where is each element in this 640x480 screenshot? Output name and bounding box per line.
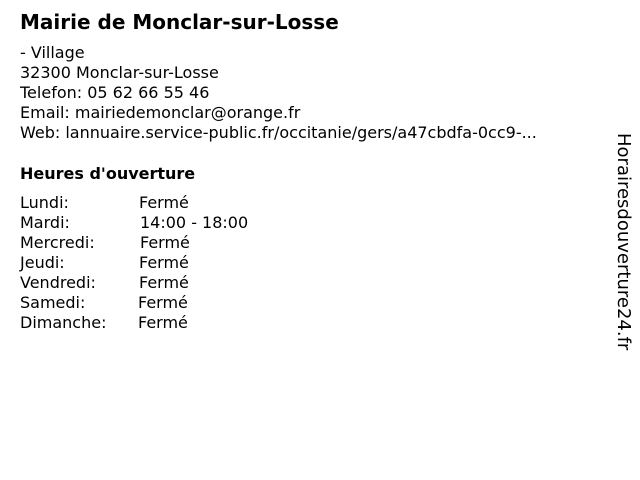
hours-row-thursday xyxy=(20,253,320,273)
address: 32300 Monclar-sur-Losse xyxy=(20,63,219,82)
day-label: Samedi: xyxy=(20,293,86,312)
day-label: Lundi: xyxy=(20,193,69,212)
day-label: Vendredi: xyxy=(20,273,96,292)
hours-row-saturday xyxy=(20,293,320,313)
day-hours: Fermé xyxy=(139,253,189,272)
hours-row-monday xyxy=(20,193,320,213)
phone-number[interactable]: Telefon: 05 62 66 55 46 xyxy=(20,83,210,102)
day-label: Jeudi: xyxy=(20,253,65,272)
day-label: Mardi: xyxy=(20,213,70,232)
opening-hours-heading: Heures d'ouverture xyxy=(20,164,196,183)
day-label: Mercredi: xyxy=(20,233,95,252)
email-address[interactable]: Email: mairiedemonclar@orange.fr xyxy=(20,103,301,122)
site-brand-vertical[interactable]: Horairesdouverture24.fr xyxy=(613,133,634,351)
day-label: Dimanche: xyxy=(20,313,107,332)
page-title: Mairie de Monclar-sur-Losse xyxy=(20,10,339,34)
day-hours: Fermé xyxy=(140,233,190,252)
day-hours: Fermé xyxy=(138,313,188,332)
day-hours: Fermé xyxy=(139,273,189,292)
website-link[interactable]: Web: lannuaire.service-public.fr/occitanie/gers/a47cbdfa-0cc9-... xyxy=(20,123,537,142)
hours-row-tuesday xyxy=(20,213,320,233)
hours-row-friday xyxy=(20,273,320,293)
place-type: - Village xyxy=(20,43,85,62)
opening-hours-list xyxy=(20,193,320,333)
day-hours: 14:00 - 18:00 xyxy=(140,213,249,232)
day-hours: Fermé xyxy=(138,293,188,312)
contact-info xyxy=(20,43,537,143)
day-hours: Fermé xyxy=(139,193,189,212)
hours-row-wednesday xyxy=(20,233,320,253)
hours-row-sunday xyxy=(20,313,320,333)
